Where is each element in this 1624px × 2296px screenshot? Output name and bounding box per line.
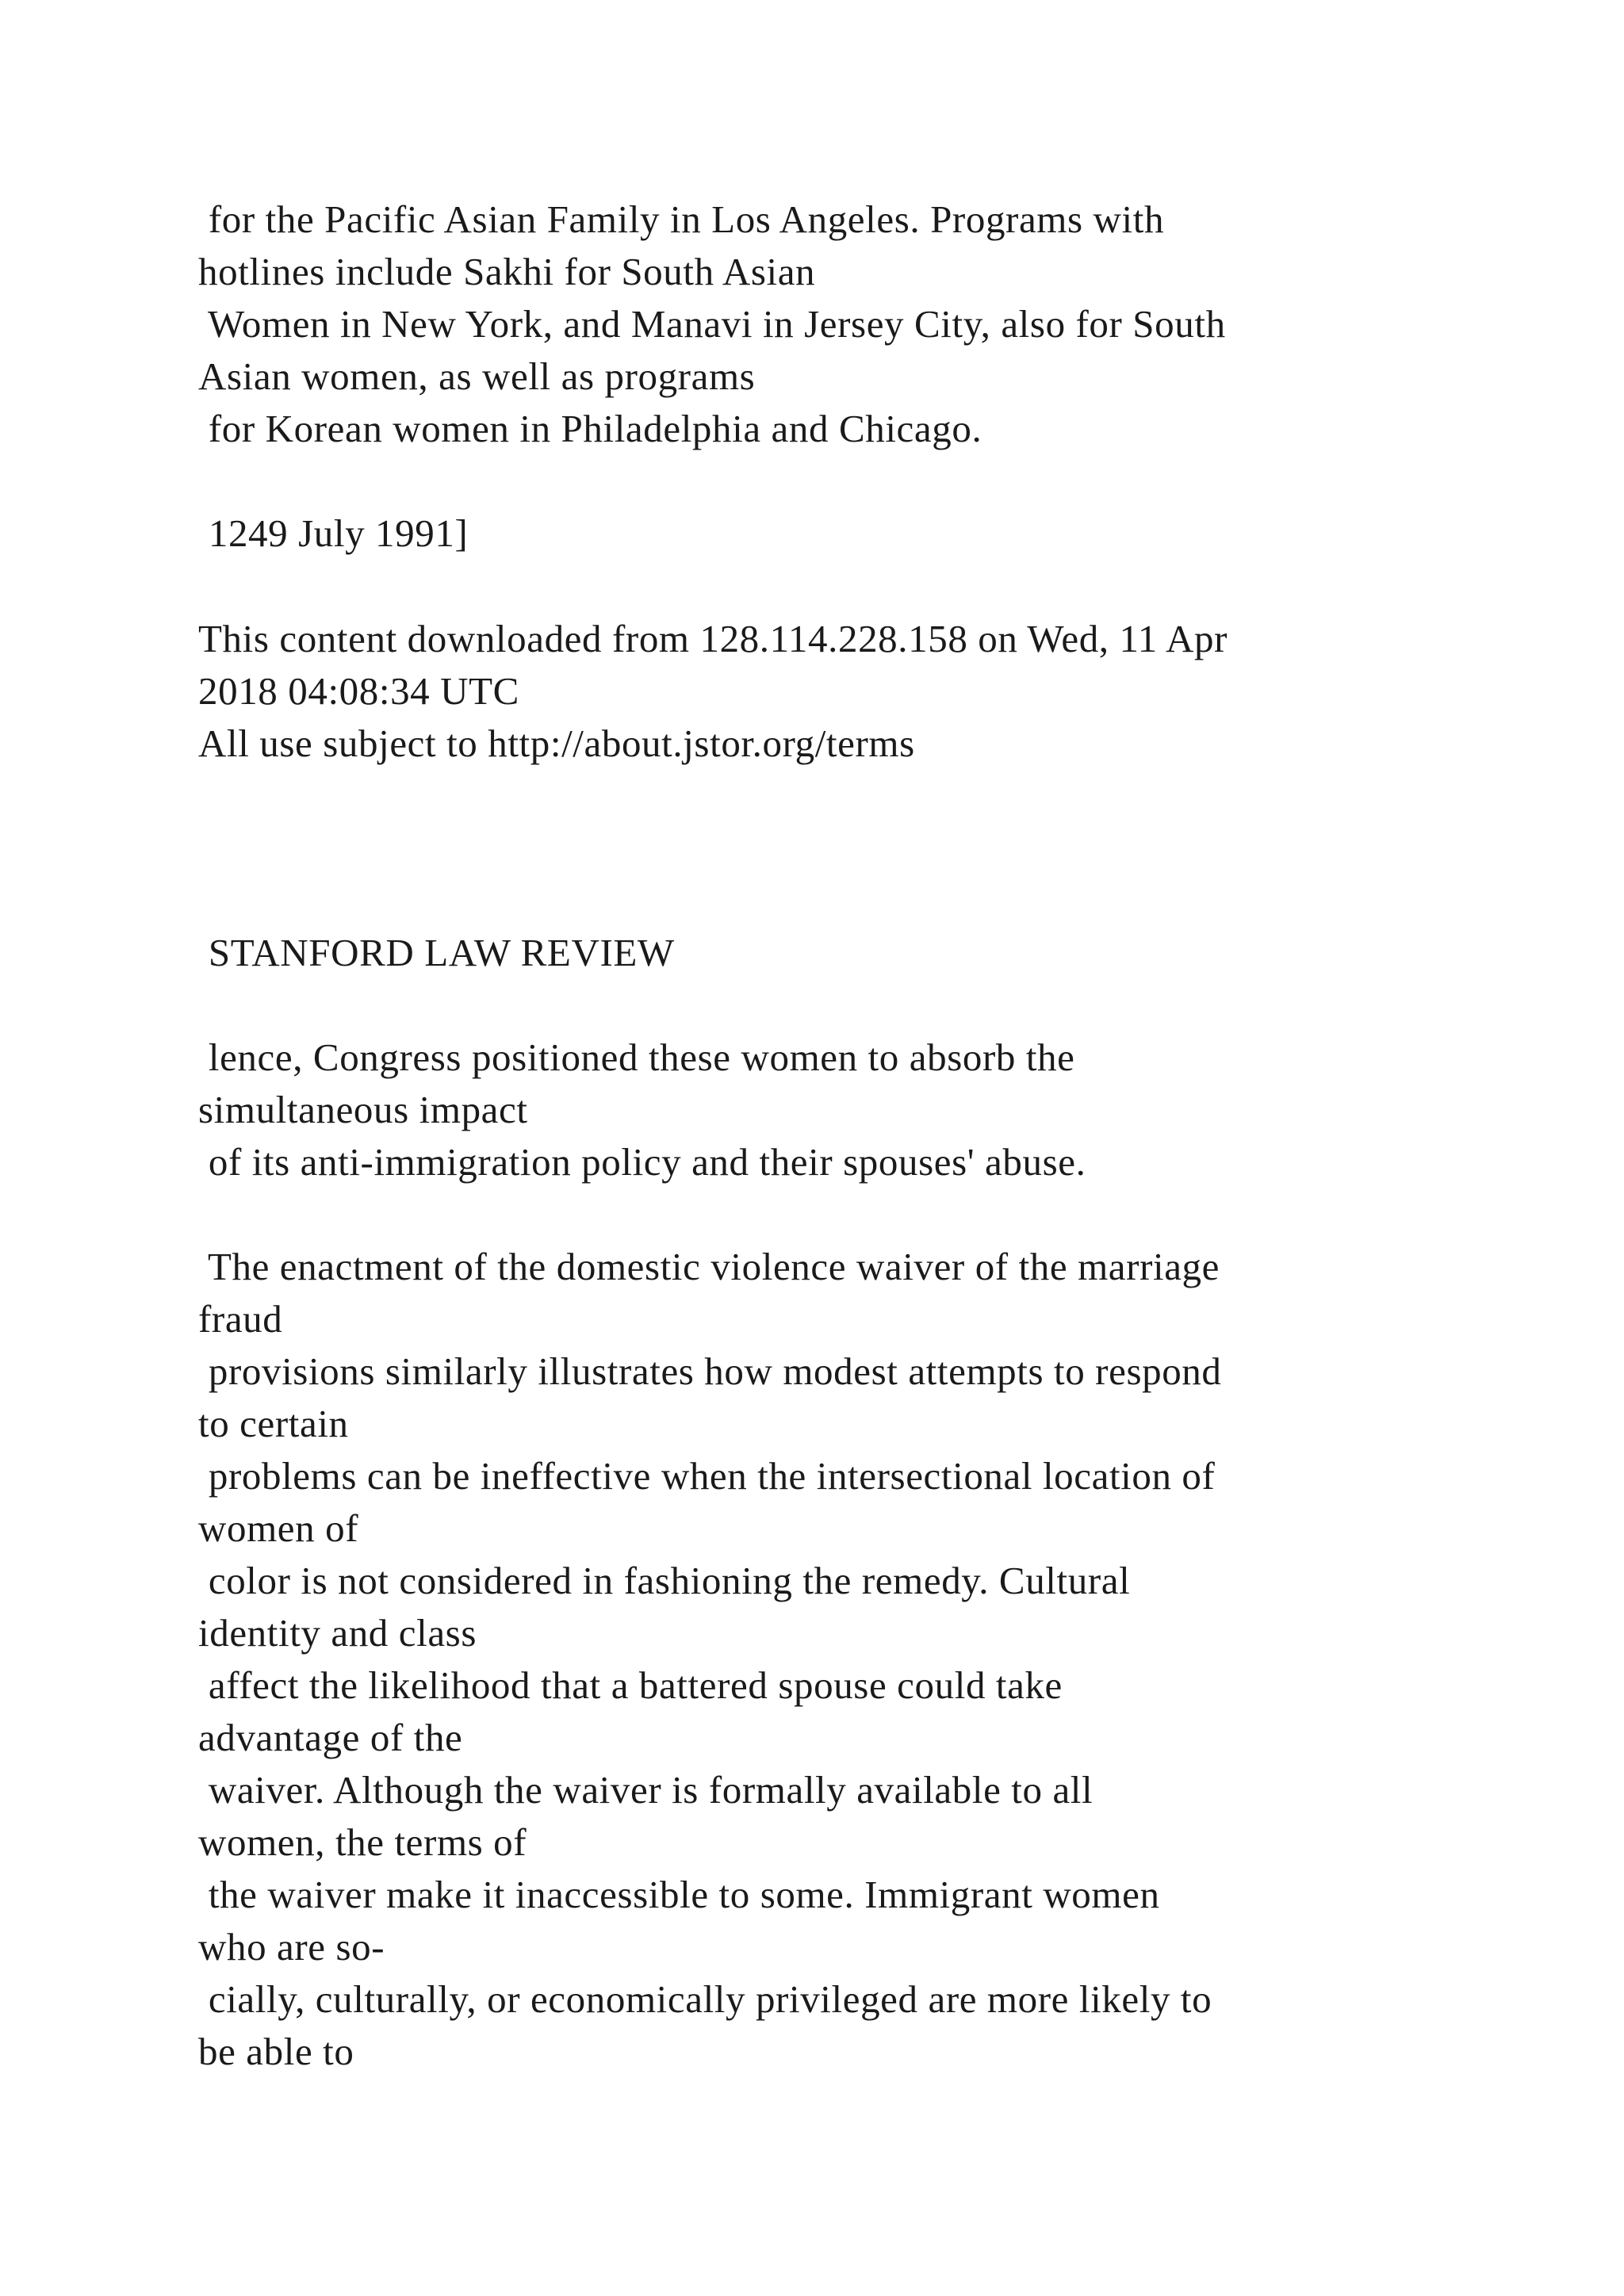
text-line: who are so- <box>198 1925 385 1969</box>
text-line: Women in New York, and Manavi in Jersey City, also for South <box>198 302 1226 346</box>
text-line: of its anti-immigration policy and their spouses' abuse. <box>198 1140 1086 1184</box>
text-line: advantage of the <box>198 1716 463 1759</box>
text-line: women of <box>198 1506 359 1550</box>
text-line: affect the likelihood that a battered spouse could take <box>198 1663 1063 1707</box>
text-line: The enactment of the domestic violence waiver of the marriage <box>198 1245 1220 1288</box>
text-line: to certain <box>198 1402 349 1445</box>
text-line: provisions similarly illustrates how modest attempts to respond <box>198 1349 1222 1393</box>
text-line: simultaneous impact <box>198 1088 528 1131</box>
text-line: identity and class <box>198 1611 477 1655</box>
text-line: for the Pacific Asian Family in Los Angeles. Programs with <box>198 197 1165 241</box>
text-line: for Korean women in Philadelphia and Chicago. <box>198 407 982 450</box>
text-line: hotlines include Sakhi for South Asian <box>198 250 816 293</box>
download-notice: 2018 04:08:34 UTC <box>198 669 519 713</box>
terms-notice: All use subject to http://about.jstor.org/terms <box>198 721 915 765</box>
text-line: women, the terms of <box>198 1820 527 1864</box>
page-footer: 1249 July 1991] <box>198 511 469 555</box>
download-notice: This content downloaded from 128.114.228.158 on Wed, 11 Apr <box>198 617 1228 660</box>
text-line: fraud <box>198 1297 283 1341</box>
text-line: the waiver make it inaccessible to some. Immigrant women <box>198 1873 1160 1916</box>
text-line: waiver. Although the waiver is formally available to all <box>198 1768 1094 1812</box>
text-line: Asian women, as well as programs <box>198 354 756 398</box>
text-line: lence, Congress positioned these women to absorb the <box>198 1035 1075 1079</box>
text-line: cially, culturally, or economically privileged are more likely to <box>198 1977 1212 2021</box>
running-header: STANFORD LAW REVIEW <box>198 931 675 974</box>
text-line: problems can be ineffective when the intersectional location of <box>198 1454 1216 1498</box>
text-line: color is not considered in fashioning the remedy. Cultural <box>198 1559 1131 1602</box>
text-line: be able to <box>198 2030 354 2073</box>
